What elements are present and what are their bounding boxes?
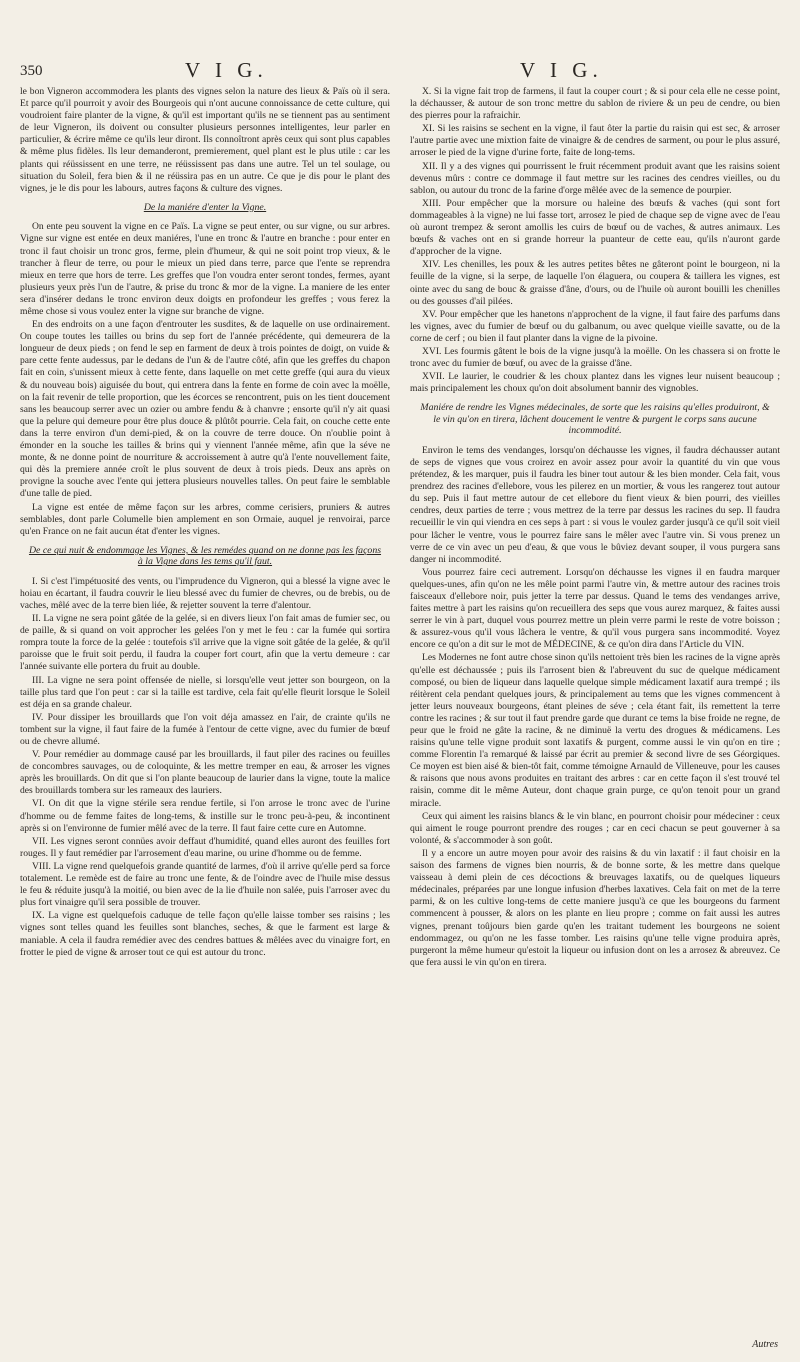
paragraph: le bon Vigneron accommodera les plants des vignes selon la nature des lieux & Païs où il sera. Et parce qu'il pourroit y avoir des Bourgeois qui n'ont aucune connoissance de cette culture, qui voudroient faire planter de la vigne, & qu'il est important qu'ils ne se tiennent pas au sentiment de leur Vigneron, ils doivent ou consulter plusieurs personnes intelligentes, leur parler en particulier, & écrire même ce qu'ils leur diront. Ils connoîtront après ceux qui sont plus capables & même plus fidèles. Ils leur demanderont, premierement, quel plant est le plus utile : car les plants qui réüssissent en une terre, ne réüssissent pas dans une autre. Tel un tel soulage, ou situation du Soleil, fera bien & il ne réüssira pas en un autre. Ce que je dis pour le plant des vignes, je le dis pour les labours, autres façons & culture des vignes. [20, 86, 390, 194]
paragraph: III. La vigne ne sera point offensée de nielle, si lorsqu'elle veut jetter son bourgeon, on la taille plus tard que l'on peut : car si la taille est tardive, cela fait qu'elle fleurit lorsque le Soleil est déja en sa grande chaleur. [20, 674, 390, 710]
right-column [410, 86, 780, 1336]
paragraph: Il y a encore un autre moyen pour avoir des raisins & du vin laxatif : il faut choisir en la saison des farmens de vignes bien nourris, & de bonne sorte, & les mettre dans quelque vaisseau à demi plein de ces décoctions & breuvages laxatifs, ou de quelques liqueurs médecinales, préparées par une longue infusion d'herbes laxatives. Cela fait on met de la terre parmi, & on les cultive long-tems de cette maniere jusqu'à ce que les bourgeons du farment commencent à pousser, & alors on les plante en lieu propre ; comme on fait aussi les autres vignes, prenant toûjours bien garde qu'en les traitant tudement les bourgeons ne soient endommagez, ou qu'on ne les fasse tomber. Les raisins qu'une telle vigne produira après, purgeront la même humeur qu'estoit la liqueur ou infusion dont on les a arrosez & abreuvez. Ce que fera aussi le vin qu'on en tirera. [410, 847, 780, 968]
paragraph: XIV. Les chenilles, les poux & les autres petites bêtes ne gâteront point le bourgeon, ni la feuille de la vigne, si la serpe, de laquelle l'on élaguera, ou coupera & taillera les vignes, est ointe avec du sang de bouc & graisse d'âne, d'ours, ou de l'huile où auront bouilli les chenilles ou des gousses d'ail pilées. [410, 259, 780, 307]
paragraph: XI. Si les raisins se sechent en la vigne, il faut ôter la partie du raisin qui est sec, & arroser l'autre partie avec une mixtion faite de vinaigre & de cendres de sarment, ou pour le plus assuré, arroser le pied de la vigne d'urine forte, faite de long-tems. [410, 123, 780, 159]
paragraph: II. La vigne ne sera point gâtée de la gelée, si en divers lieux l'on fait amas de fumier sec, ou de paille, & si quand on voit approcher les gelées l'on y met le feu : car la fumée qui sortira rompra toute la force de la gelée : toutefois s'il arrive que la vigne soit gâtée de la gelée, & qu'il paroisse que le fruit soit perdu, il faudra la couper fort court, afin que la vertu demeure : car l'année suivante elle portera du fruit au double. [20, 613, 390, 673]
page-number: 350 [20, 63, 43, 79]
paragraph: Les Modernes ne font autre chose sinon qu'ils nettoient très bien les racines de la vigne après qu'elle est déchaussée ; puis ils l'arrosent bien & l'abreuvent du suc de quelque médicament composé, ou bien de liqueur dans laquelle quelque simple médicament laxatif aura trempé ; ils réitèrent cela pendant quelques jours, & principalement au tems que les vignes commencent à jetter leurs nouveaux bourgeons, étant pleines de séve ; cela étant fait, ils remettent la terre contre les racines ; & sur tout il faut prendre garde que durant ce tems la bise froide ne regne, de peur que le froid ne gâte la racine, & ne diminuë la vertu des drogues & médicamens. Les raisins qu'une telle vigne produit sont laxatifs & purgent, comme aussi le vin qu'on en tire ; comme Florentin l'a remarqué & laissé par écrit au premier & second livre de ses Géorgiques. Ce moyen est bien aisé & bien-tôt fait, comme témoigne Arnauld de Villeneuve, pour les causes & raisons que nous avons produites en traitant des arbres : car en cette façon il s'est trouvé tel raisin, comme dit le même Auteur, dont chaque grain purge, ce qu'on tenoit pour un grand miracle. [410, 652, 780, 809]
paragraph: V. Pour remédier au dommage causé par les brouillards, il faut piler des racines ou feuilles de concombres sauvages, ou de coloquinte, & les mettre tremper en eau, & arroser les vignes après les brouillards. On dit que si l'on plante beaucoup de laurier dans la vigne, toute la malice des brouillards tombera sur les rameaux des lauriers. [20, 749, 390, 797]
section-heading: De la maniére d'enter la Vigne. [143, 201, 267, 213]
paragraph: XV. Pour empêcher que les hanetons n'approchent de la vigne, il faut faire des parfums dans les vignes, avec du fumier de bœuf ou du galbanum, ou avec quelque vieille savatte, ou de la corne de cerf ; ou bien il faut planter dans la vigne de la pivoine. [410, 308, 780, 344]
paragraph: X. Si la vigne fait trop de farmens, il faut la couper court ; & si pour cela elle ne cesse point, la déchausser, & autour de son tronc mettre du sablon de riviere & un peu de cendre, ou bien des pierres pour la rafraichir. [410, 86, 780, 122]
paragraph: VIII. La vigne rend quelquefois grande quantité de larmes, d'où il arrive qu'elle perd sa force totalement. Le remède est de faire au tronc une fente, & de l'oindre avec de l'huile mise dessus le feu & réduite jusqu'à la moitié, ou bien avec de la lie d'huile non salée, puis l'arroser avec du plus fort vinaigre qu'il sera possible de trouver. [20, 860, 390, 909]
section-heading: De ce qui nuit & endommage les Vignes, & les remédes quand on ne donne pas les façons à la Vigne dans les tems qu'il faut. [28, 544, 382, 568]
catchword: Autres [752, 1339, 778, 1350]
left-column [20, 86, 390, 1336]
running-head-right: V I G. [520, 58, 603, 82]
paragraph: Ceux qui aiment les raisins blancs & le vin blanc, en pourront choisir pour médeciner : ceux qui aiment le rouge pourront prendre des rouges ; car en ceci chacun se peut gouverner à sa volonté, & s'accommoder à son goût. [410, 810, 780, 846]
running-head-left: V I G. [185, 58, 268, 82]
paragraph: XVI. Les fourmis gâtent le bois de la vigne jusqu'à la moëlle. On les chassera si on frotte le tronc avec du fumier de bœuf, ou avec de la graisse d'âne. [410, 345, 780, 370]
paragraph: Vous pourrez faire ceci autrement. Lorsqu'on déchausse les vignes il en faudra marquer quelques-unes, afin qu'on ne les mêle point parmi l'autre vin, & mettre autour des racines trois faisceaux d'ellebore noir, puis jetter la terre par dessus. Quand le tems des vendanges arrive, faites mettre à part les raisins qu'on recueillera des seps que vous aurez marquez, & faites aussi serrer le vin à part, duquel vous pourrez mettre un plein verre parmi le reste de votre boisson ; & assurez-vous qu'il vous lâchera le ventre, & qu'il vous purgera sans incommodité. Voyez encore ce qu'on a dit sur le mot de MÉDECINE, & ce qu'on dira dans l'Article du VIN. [410, 566, 780, 651]
paragraph: Environ le tems des vendanges, lorsqu'on déchausse les vignes, il faudra déchausser autant de seps de vignes que vous croirez en avoir assez pour avoir la quantité du vin que vous prétendez, & les marquer, puis il faudra les biner tout autour & les bien monder. Cela fait, vous prendrez des racines d'ellebore, vous les pilerez en un mortier, & vous les rangerez tout autour du sep. Puis il faut mettre autour de cet ellebore du fient vieux & bien pourri, des vieilles cendres, deux parties de terre ; vous mettrez de la terre par dessus les racines du sep. Il faudra recueillir le vin qui viendra en ces seps à part : si vous le voulez garder jusqu'à ce qu'il soit vieil pour lâcher le ventre, vous le pourrez faire sans le mêler avec l'autre vin. Si vous prenez un verre de ce vin avec un peu d'eau, & que vous le bûviez devant souper, il vous purgera sans danger ni incommodité. [410, 444, 780, 565]
paragraph: IX. La vigne est quelquefois caduque de telle façon qu'elle laisse tomber ses raisins ; les vignes sont telles quand les feuilles sont blanches, seches, & que le farment est large & maniable. A cela il faudra remédier avec des cendres battues & mêlées avec du vinaigre fort, en frotter le pied de vigne & arroser tout ce qui est autour du tronc. [20, 910, 390, 958]
paragraph: On ente peu souvent la vigne en ce Païs. La vigne se peut enter, ou sur vigne, ou sur arbres. Vigne sur vigne est entée en deux maniéres, l'une en tronc & l'autre en branche : pour enter en tronc il faut choisir un tronc gros, ferme, plein d'humeur, & qui ne soit point trop vieux, & le trancher à fleur de terre, ou pour le mieux un pied dans terre, parce que l'ente se reprendra mieux en terre que hors de terre. Les greffes que l'on voudra enter seront tondes, fermes, ayant plusieurs yeux près l'un de l'autre, & prise du tronc & mor de la vigne. La maniere de les enter sera d'insérer dedans le tronc environ deux doigts en profondeur les greffes ; vous ferez la même chose si vous voulez enter la vigne sur branche de vigne. [20, 221, 390, 317]
paragraph: VI. On dit que la vigne stérile sera rendue fertile, si l'on arrose le tronc avec de l'urine d'homme ou de femme faites de long-tems, & instille sur le tronc peu-à-peu, & incontinent après si on l'environne de fumier mêlé avec de la terre. Il faut faire cette cure en Automne. [20, 798, 390, 834]
paragraph: La vigne est entée de même façon sur les arbres, comme cerisiers, pruniers & autres semblables, dont parle Columelle bien amplement en son Ormaie, auquel je renvoirai, parce qu'en France on ne fait aucun état d'enter les vignes. [20, 501, 390, 537]
paragraph: VII. Les vignes seront connües avoir deffaut d'humidité, quand elles auront des feuilles fort rouges. Il y faut remédier par l'arrosement d'eau marine, ou urine d'homme ou de femme. [20, 835, 390, 859]
paragraph: XIII. Pour empêcher que la morsure ou haleine des bœufs & vaches (qui sont fort dommageables à la vigne) ne lui fasse tort, arrosez le pied de chaque sep de vigne avec de l'eau où auront trempez & seront amollis les cuirs de bœuf ou de vaches, & autres animaux. Les bœufs & vaches ont en si grande horreur la puanteur de cette eau, qu'ils n'auront garde d'approcher de la vigne. [410, 197, 780, 258]
paragraph: XVII. Le laurier, le coudrier & les choux plantez dans les vignes leur nuisent beaucoup ; mais principalement les choux qu'on doit absolument bannir des vignobles. [410, 371, 780, 395]
paragraph: XII. Il y a des vignes qui pourrissent le fruit récemment produit avant que les raisins soient devenus mûrs : contre ce dommage il faut mettre sur les racines des cendres vieilles, ou du sablon, ou autour du tronc de la farine d'orge mêlée avec de la semence de pourpier. [410, 160, 780, 196]
paragraph: I. Si c'est l'impétuosité des vents, ou l'imprudence du Vigneron, qui a blessé la vigne avec le hoiau en écartant, il faudra couvrir le lieu blessé avec du fumier de chevres, ou de brebis, ou de vaches, mêlé avec de la terre bien liée, & rejetter souvent la terre d'alentour. [20, 575, 390, 611]
section-heading: Maniére de rendre les Vignes médecinales, de sorte que les raisins qu'elles produiront, & le vin qu'on en tirera, lâchent doucement le ventre & purgent le corps sans aucune incommodité. [420, 402, 770, 437]
paragraph: En des endroits on a une façon d'entrouter les susdites, & de laquelle on use ordinairement. On coupe toutes les tailles ou brins du sep fort de l'année précédente, qui demeurera de la longueur de deux pieds ; on fend le sep en farment de deux à trois pointes de doigt, on vuide & pare cette fente audessus, par le dedans de l'un & de l'autre côté, afin que les greffes du chapon fait en coin, s'unissent mieux à cette fente, dans laquelle on met cette greffe (qui aura du vieux & du nouveau bois) aiguisée du bout, qui entrera dans la fente en forme de coin avec la moëlle, on la fait revenir de telle proportion, que les écorces se rencontrent, puis on les tient doucement sans les beaucoup serrer avec un ozier ou ambre fendu & à chanvre ; ensorte qu'il n'y ait quasi que la pelure qui demeure pour être plus douce & plûtôt pourrie. Cela fait, on couche cette ente dans la terre environ d'un demi-pied, & on la couvre de terre douce. On n'oublie point à émonder en la souche les tailles & brins qui y viennent l'année même, afin que la séve ne monte, & ne donne point de nourriture & accroissement à autre qu'à l'ente nouvellement faite, qui dès la premiere année croît le plus souvent de deux à trois pieds. Deux ans après on provigne la souche avec l'ente qui jettera plusieurs nouvelles talles. On peut faire le semblable d'une talle de pied. [20, 319, 390, 500]
paragraph: IV. Pour dissiper les brouillards que l'on voit déja amassez en l'air, de crainte qu'ils ne tombent sur la vigne, il faut faire de la fumée à l'entour de cette vigne, avec du fumier de bœuf ou de chevre allumé. [20, 711, 390, 747]
